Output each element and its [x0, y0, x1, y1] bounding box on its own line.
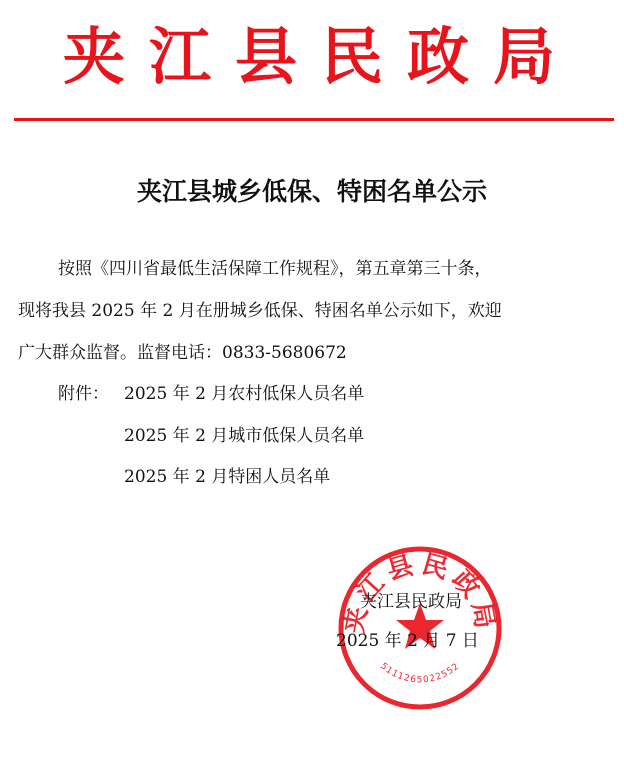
attachment-label: 附件：: [58, 384, 109, 404]
body-line-2: 现将我县 2025 年 2 月在册城乡低保、特困名单公示如下，欢迎: [18, 301, 502, 321]
signature-org: 夹江县民政局: [360, 592, 462, 612]
attachment-item: 2025 年 2 月城市低保人员名单: [124, 426, 365, 446]
body-line-3: 广大群众监督。监督电话：0833-5680672: [18, 343, 347, 363]
document-title: 夹江县城乡低保、特困名单公示: [136, 177, 487, 206]
seal-text: 夹江县民政局: [339, 549, 501, 636]
letterhead-org-name: 夹江县民政局: [62, 20, 579, 93]
attachment-item: 2025 年 2 月农村低保人员名单: [124, 384, 365, 404]
header-divider: [14, 118, 614, 121]
body-line-1: 按照《四川省最低生活保障工作规程》，第五章第三十条，: [58, 259, 492, 279]
svg-text:5111265022552: [378, 661, 462, 685]
seal-code: 5111265022552: [378, 661, 462, 686]
signature-date: 2025 年 2 月 7 日: [336, 631, 479, 651]
attachment-item: 2025 年 2 月特困人员名单: [124, 467, 331, 487]
